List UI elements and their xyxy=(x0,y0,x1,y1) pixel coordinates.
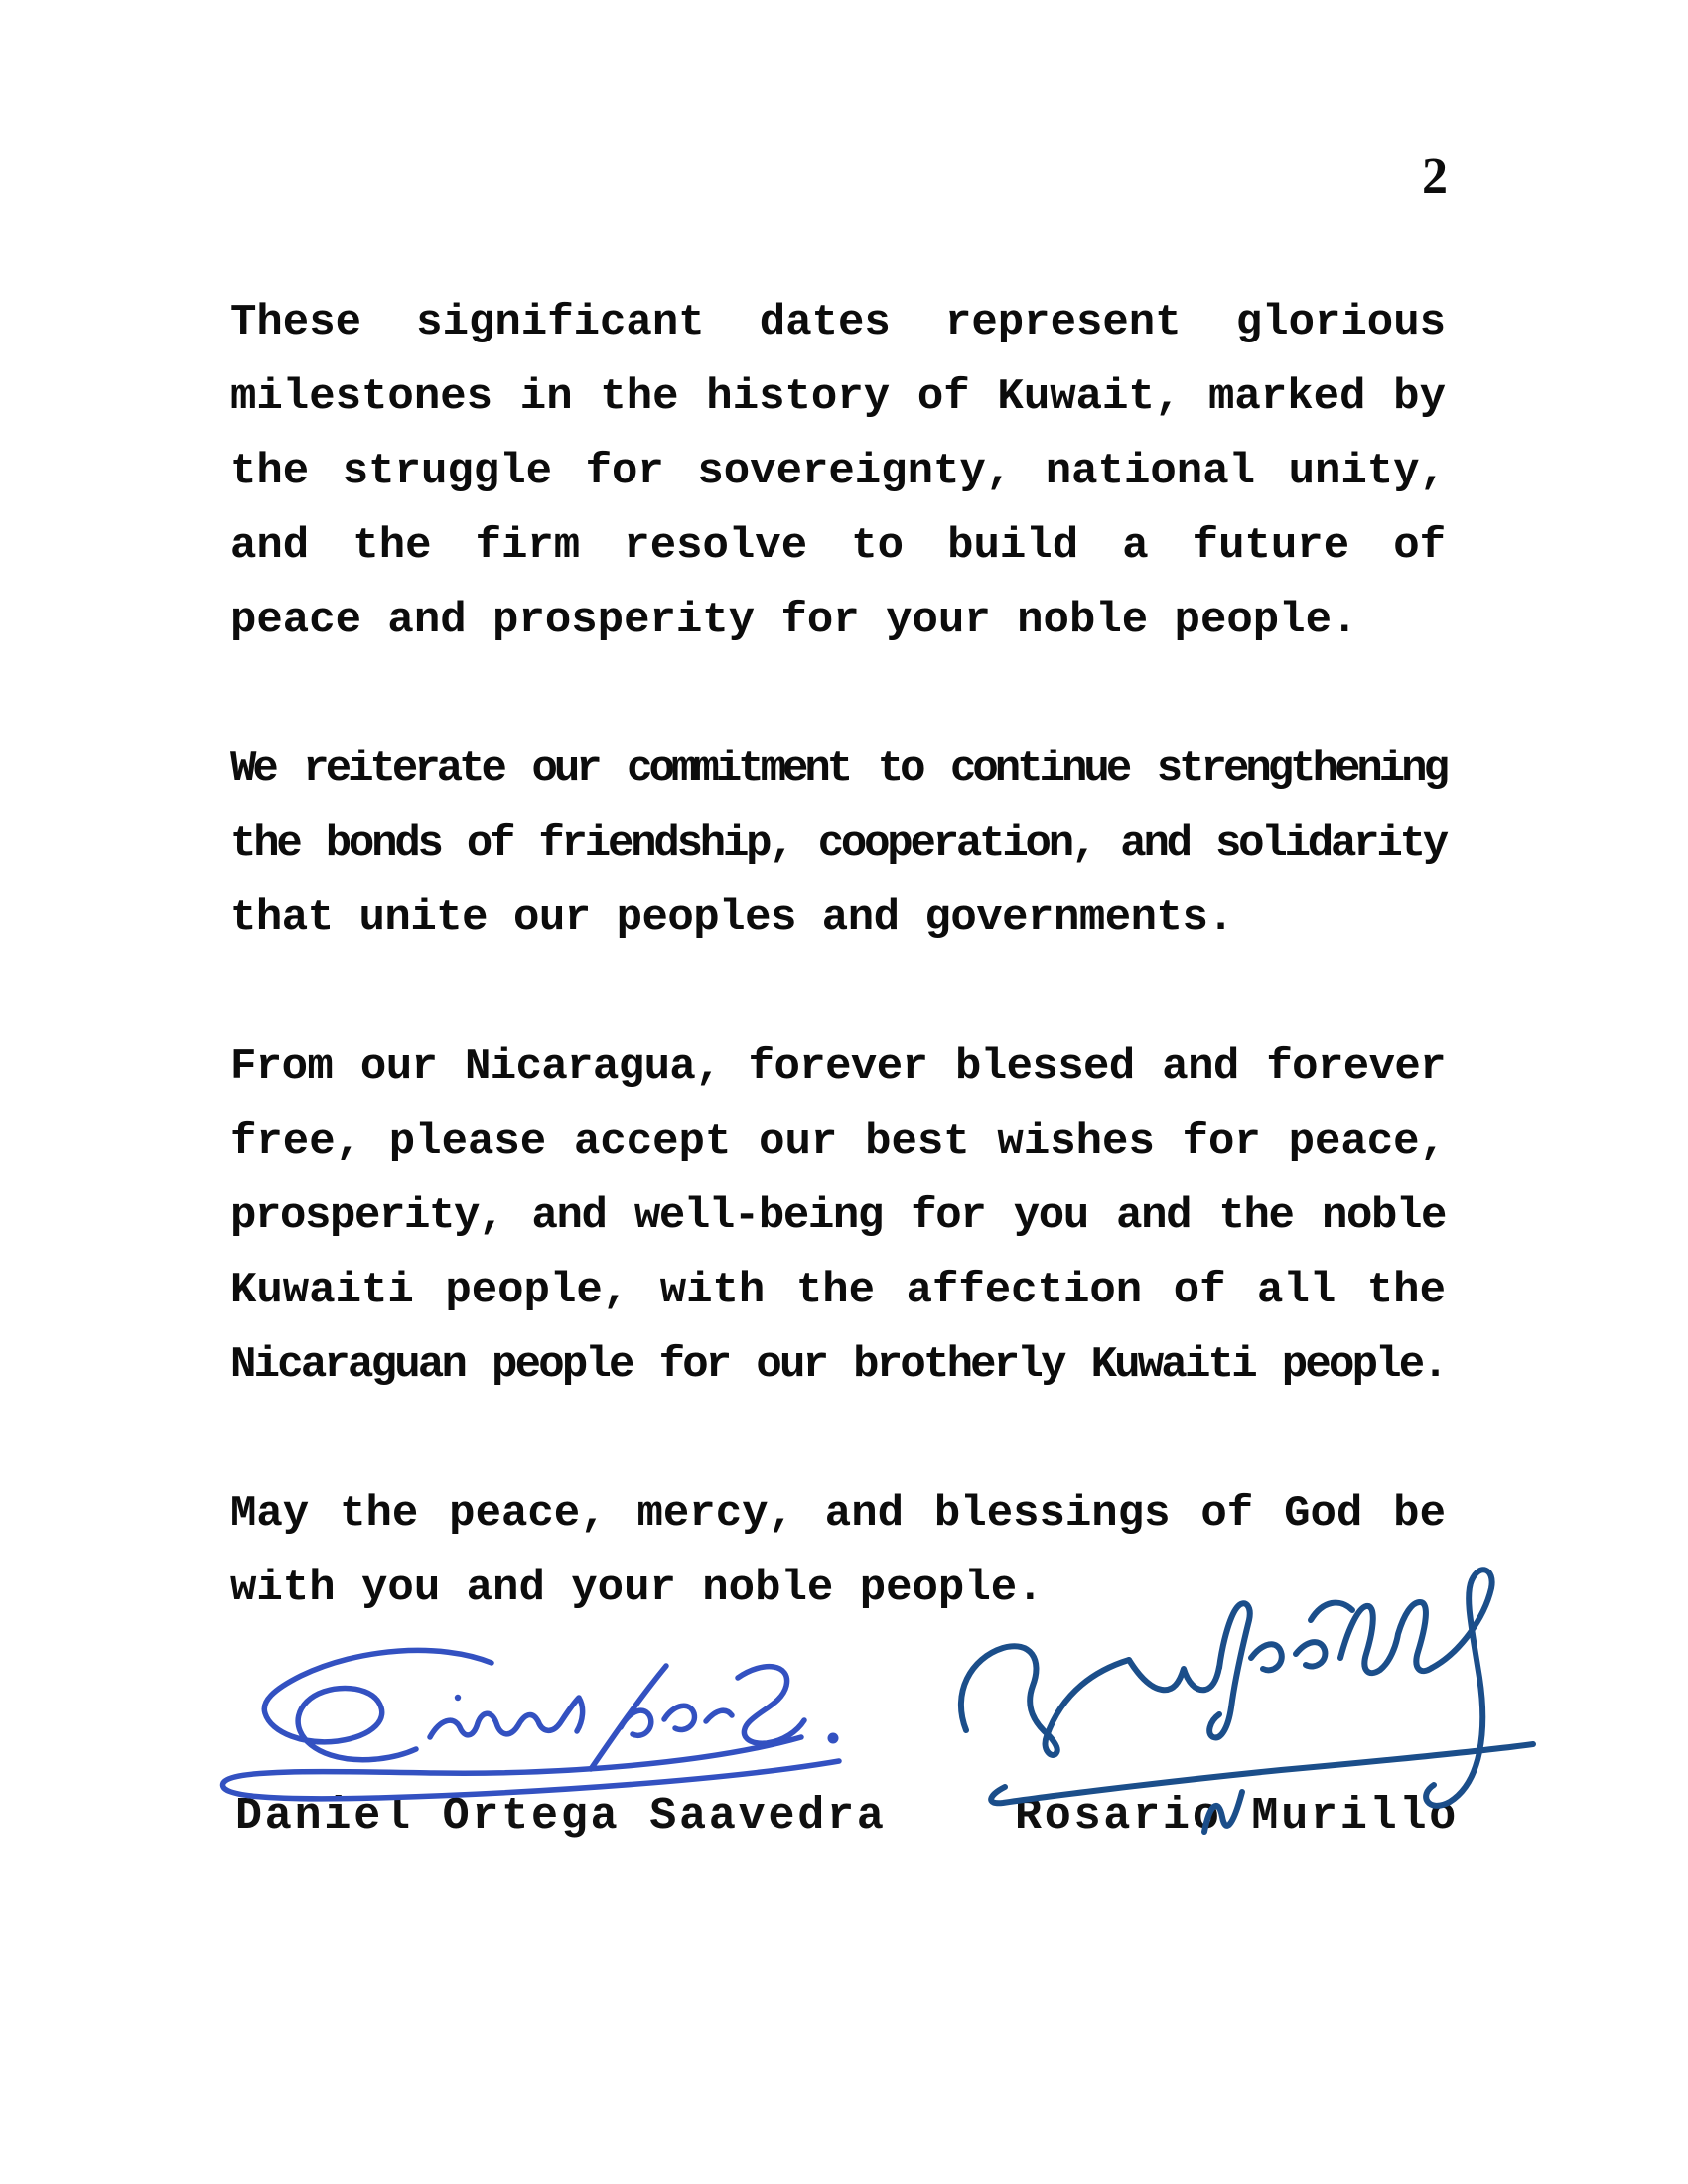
signature-stroke xyxy=(664,1706,694,1729)
signature-stroke xyxy=(961,1646,1129,1755)
signature-stroke xyxy=(1251,1644,1282,1670)
signature-stroke xyxy=(264,1650,492,1759)
signature-name-daniel-ortega: Daniel Ortega Saavedra xyxy=(235,1791,887,1842)
text-line: and the firm resolve to build a future of xyxy=(230,521,1446,571)
signature-stroke xyxy=(991,1744,1533,1803)
text-line: We reiterate our commitment to continue strengthening xyxy=(230,745,1446,794)
page-number: 2 xyxy=(1422,148,1448,205)
text-line: Kuwaiti people, with the affection of all the xyxy=(230,1266,1446,1315)
signature-stroke xyxy=(1129,1660,1219,1690)
text-line: peace and prosperity for your noble people. xyxy=(230,596,1358,645)
signature-stroke xyxy=(706,1710,732,1721)
text-line: May the peace, mercy, and blessings of God be xyxy=(230,1489,1446,1539)
signature-stroke xyxy=(1204,1792,1242,1832)
signature-stroke xyxy=(1311,1603,1352,1620)
text-line: From our Nicaragua, forever blessed and forever xyxy=(230,1042,1446,1092)
letter-body xyxy=(230,286,1446,1626)
text-line: that unite our peoples and governments. xyxy=(230,893,1234,943)
paragraph-2 xyxy=(230,733,1446,956)
text-line: the bonds of friendship, cooperation, and solidarity xyxy=(230,819,1446,869)
signature-ink xyxy=(223,1650,839,1798)
text-line: free, please accept our best wishes for peace, xyxy=(230,1117,1446,1166)
rosario-murillo-signature xyxy=(923,1559,1569,1856)
text-line: prosperity, and well-being for you and the noble xyxy=(230,1191,1446,1241)
signature-name-rosario-murillo: Rosario Murillo xyxy=(1015,1791,1460,1842)
signature-stroke xyxy=(1340,1602,1432,1673)
signature-stroke xyxy=(1296,1642,1325,1666)
text-line: Nicaraguan people for our brotherly Kuwaiti people. xyxy=(230,1340,1446,1390)
signature-stroke xyxy=(738,1667,804,1744)
text-line: milestones in the history of Kuwait, marked by xyxy=(230,372,1446,422)
text-line: the struggle for sovereignty, national unity, xyxy=(230,447,1446,496)
signature-stroke xyxy=(455,1695,461,1701)
daniel-ortega-signature xyxy=(174,1618,869,1817)
text-line: These significant dates represent glorious xyxy=(230,298,1446,347)
signature-ink xyxy=(961,1570,1533,1832)
signature-stroke xyxy=(1426,1570,1491,1806)
paragraph-3 xyxy=(230,1030,1446,1403)
paragraph-1 xyxy=(230,286,1446,658)
signature-stroke xyxy=(621,1710,651,1735)
signature-stroke xyxy=(430,1698,583,1737)
signature-stroke xyxy=(828,1733,839,1744)
text-line: with you and your noble people. xyxy=(230,1564,1044,1613)
